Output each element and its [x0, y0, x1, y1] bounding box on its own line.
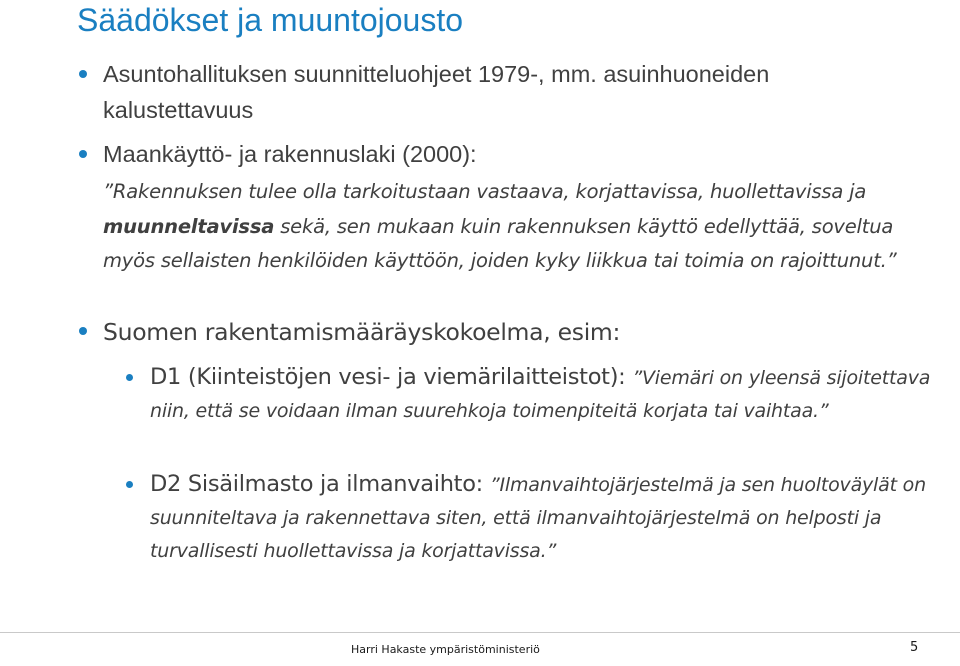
bullet-dot	[79, 327, 87, 335]
sub-bullet-dot	[126, 481, 133, 488]
sub-bullet-d1	[150, 361, 940, 428]
bullet-dot	[79, 150, 87, 158]
sub-bullet-d1-lead: D1 (Kiinteistöjen vesi- ja viemärilaitteistot):	[150, 364, 633, 390]
footer-presenter: Harri Hakaste ympäristöministeriö	[351, 643, 540, 656]
bullet-1-text: Asuntohallituksen suunnitteluohjeet 1979-, mm. asuinhuoneiden kalustettavuus	[103, 61, 770, 123]
sub-bullet-d2	[150, 468, 940, 568]
slide-footer	[0, 632, 960, 666]
quote-open: ”	[103, 180, 113, 203]
slide-title: Säädökset ja muuntojousto	[77, 2, 464, 38]
quote-open: ”	[632, 367, 642, 389]
sub-bullet-d2-quote: Ilmanvaihtojärjestelmä ja sen huoltoväylät on suunniteltava ja rakennettava siten, että ilmanvaihtojärjestelmä on helposti ja turvallisesti huollettavissa ja korjattavissa.	[150, 474, 926, 562]
bullet-2-text: Maankäyttö- ja rakennuslaki (2000):	[103, 141, 477, 167]
quote-close: ”	[818, 400, 829, 422]
law-quote-emphasis: muunneltavissa	[103, 214, 275, 238]
law-quote	[103, 175, 923, 279]
law-quote-part1: Rakennuksen tulee olla tarkoitustaan vastaava, korjattavissa, huollettavissa ja	[112, 180, 867, 203]
bullet-3-text: Suomen rakentamismääräyskokoelma, esim:	[103, 318, 621, 346]
sub-bullet-d1-quote: Viemäri on yleensä sijoitettava niin, että se voidaan ilman suurehkoja toimenpiteitä korjata tai vaihtaa.	[150, 367, 931, 422]
bullet-dot	[79, 70, 87, 78]
quote-open: ”	[489, 474, 500, 496]
sub-bullet-d2-lead: D2 Sisäilmasto ja ilmanvaihto:	[150, 471, 490, 497]
page-number: 5	[910, 640, 919, 655]
law-quote-part2: sekä, sen mukaan kuin rakennuksen käyttö edellyttää, soveltua myös sellaisten henkilöiden käyttöön, joiden kyky liikkua tai toimia on rajoittunut.	[103, 214, 894, 272]
footer-divider	[0, 632, 960, 633]
quote-close: ”	[886, 249, 897, 272]
quote-close: ”	[546, 540, 557, 562]
sub-bullet-dot	[126, 374, 133, 381]
